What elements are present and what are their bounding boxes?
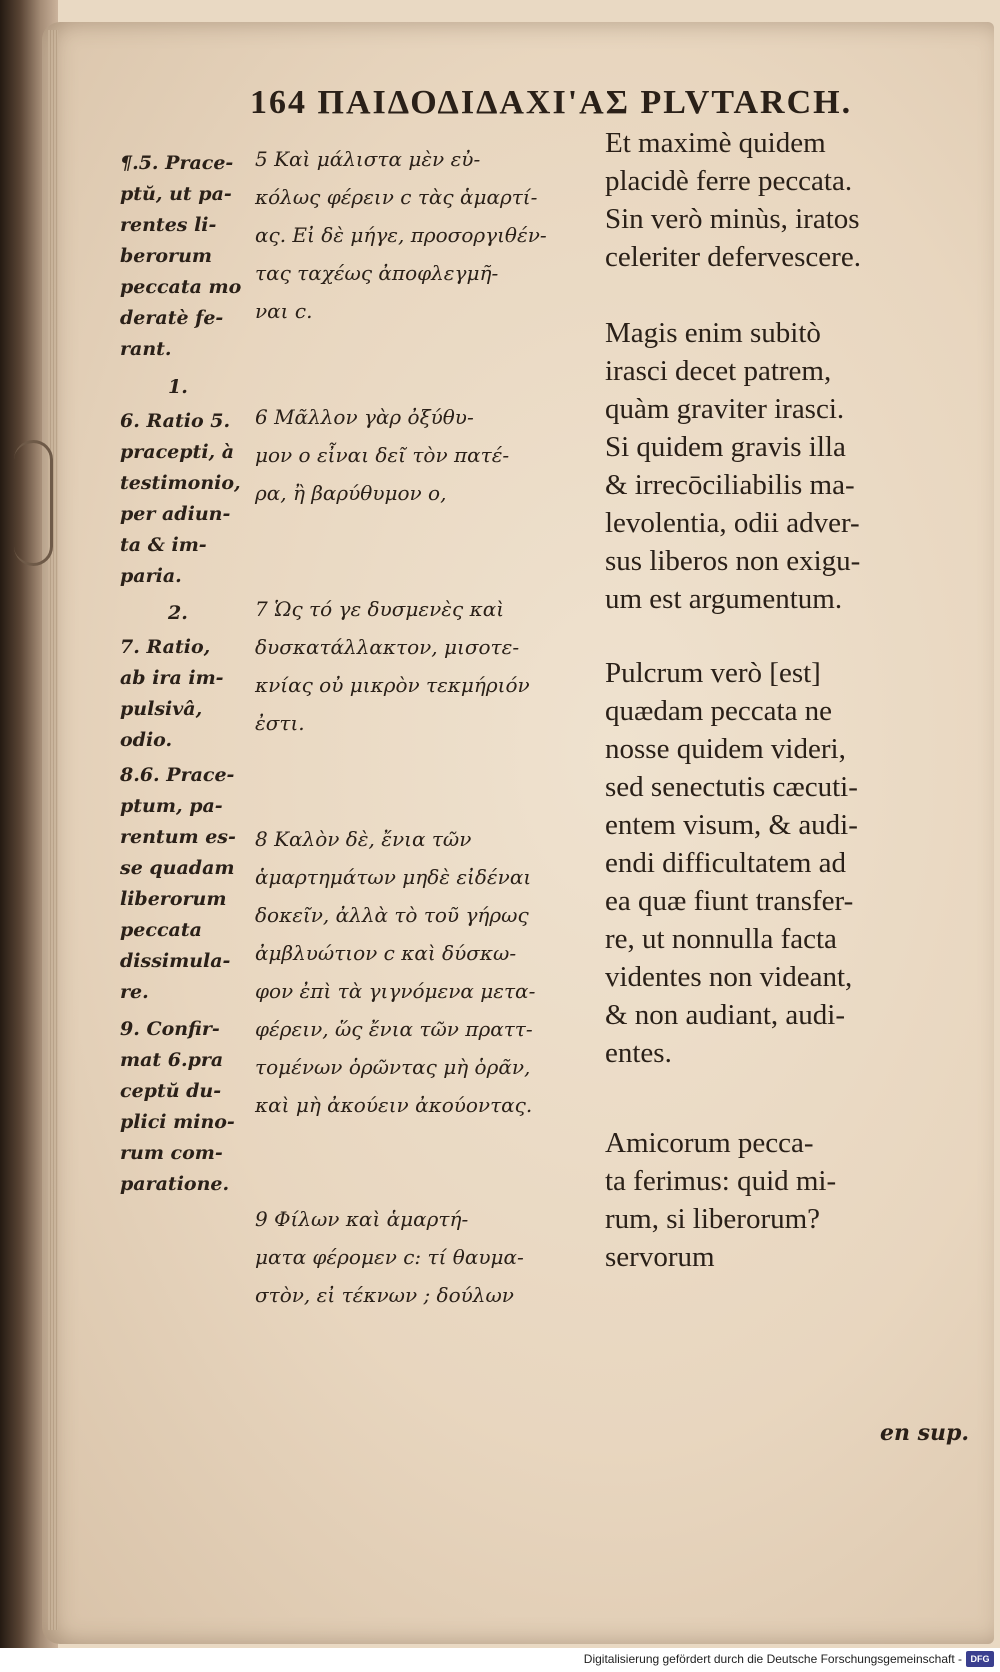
margin-note: ¶.5. Prace- ptŭ, ut pa- rentes li- berorum peccata mo deratè fe- rant.	[120, 152, 242, 360]
greek-paragraph: 7 Ὡς τό γε δυσμενὲς καὶ δυσκατάλλακτον, μισοτε- κνίας οὐ μικρὸν τεκμήριόν ἐστι.	[255, 597, 530, 735]
margin-note: 9. Confir- mat 6.pra ceptŭ du- plici mino- rum com- paratione.	[120, 1018, 235, 1195]
latin-paragraph: Magis enim subitò irasci decet patrem, quàm graviter irasci. Si quidem gravis illa & irrecōciliabilis ma- levolentia, odii adver- sus liberos non exigu- um est argumentum.	[605, 317, 861, 615]
dfg-logo-icon: DFG	[966, 1651, 994, 1667]
margin-note: 1.	[168, 376, 188, 398]
running-head: 164 ΠΑΙΔΟΔΙΔΑΧΙ'ΑΣ PLVTARCH.	[250, 84, 853, 121]
bookmark-ribbon	[14, 440, 53, 566]
greek-paragraph: 8 Καλὸν δὲ, ἔνια τῶν ἁμαρτημάτων μηδὲ εἰδέναι δοκεῖν, ἀλλὰ τὸ τοῦ γήρως ἀμβλυώτιον c καὶ δύσκω- φον ἐπὶ τὰ γιγνόμενα μετα- φέρειν, ὥς ἔνια τῶν πραττ- τομένων ὁρῶντας μὴ ὁρᾶν, καὶ μὴ ἀκούειν ἀκούοντας.	[255, 827, 536, 1117]
latin-paragraph: Et maximè quidem placidè ferre peccata. Sin verò minùs, iratos celeriter defervescere.	[605, 127, 861, 273]
greek-paragraph: 6 Μᾶλλον γὰρ ὀξύθυ- μον ο εἶναι δεῖ τὸν πατέ- ρα, ἢ βαρύθυμον ο,	[255, 405, 510, 505]
latin-paragraph: Amicorum pecca- ta ferimus: quid mi- rum, si liberorum? servorum	[605, 1127, 837, 1273]
margin-note: 7. Ratio, ab ira im- pulsivâ, odio.	[120, 636, 224, 751]
greek-paragraph: 9 Φίλων καὶ ἁμαρτή- ματα φέρομεν c: τί θαυμα- στὸν, εἰ τέκνων ; δούλων	[255, 1207, 524, 1307]
page-edges	[48, 30, 58, 1630]
digitization-credit: Digitalisierung gefördert durch die Deutsche Forschungsgemeinschaft -	[583, 1652, 962, 1666]
margin-note: 8.6. Prace- ptum, pa- rentum es- se quadam liberorum peccata dissimula- re.	[120, 764, 236, 1003]
latin-paragraph: Pulcrum verò [est] quædam peccata ne nosse quidem videri, sed senectutis cæcuti- entem visum, & audi- endi difficultatem ad ea quæ fiunt transfer- re, ut nonnulla facta videntes non videant, & non audiant, audi- entes.	[605, 657, 858, 1069]
greek-paragraph: 5 Καὶ μάλιστα μὲν εὐ- κόλως φέρειν c τὰς ἁμαρτί- ας. Εἰ δὲ μήγε, προσοργιθέν- τας ταχέως ἀποφλεγμῆ- ναι c.	[255, 147, 547, 323]
margin-note: 6. Ratio 5. pracepti, à testimonio, per adiun- ta & im- paria.	[120, 410, 241, 587]
catchword: en sup.	[880, 1420, 970, 1446]
margin-note: 2.	[168, 602, 188, 624]
